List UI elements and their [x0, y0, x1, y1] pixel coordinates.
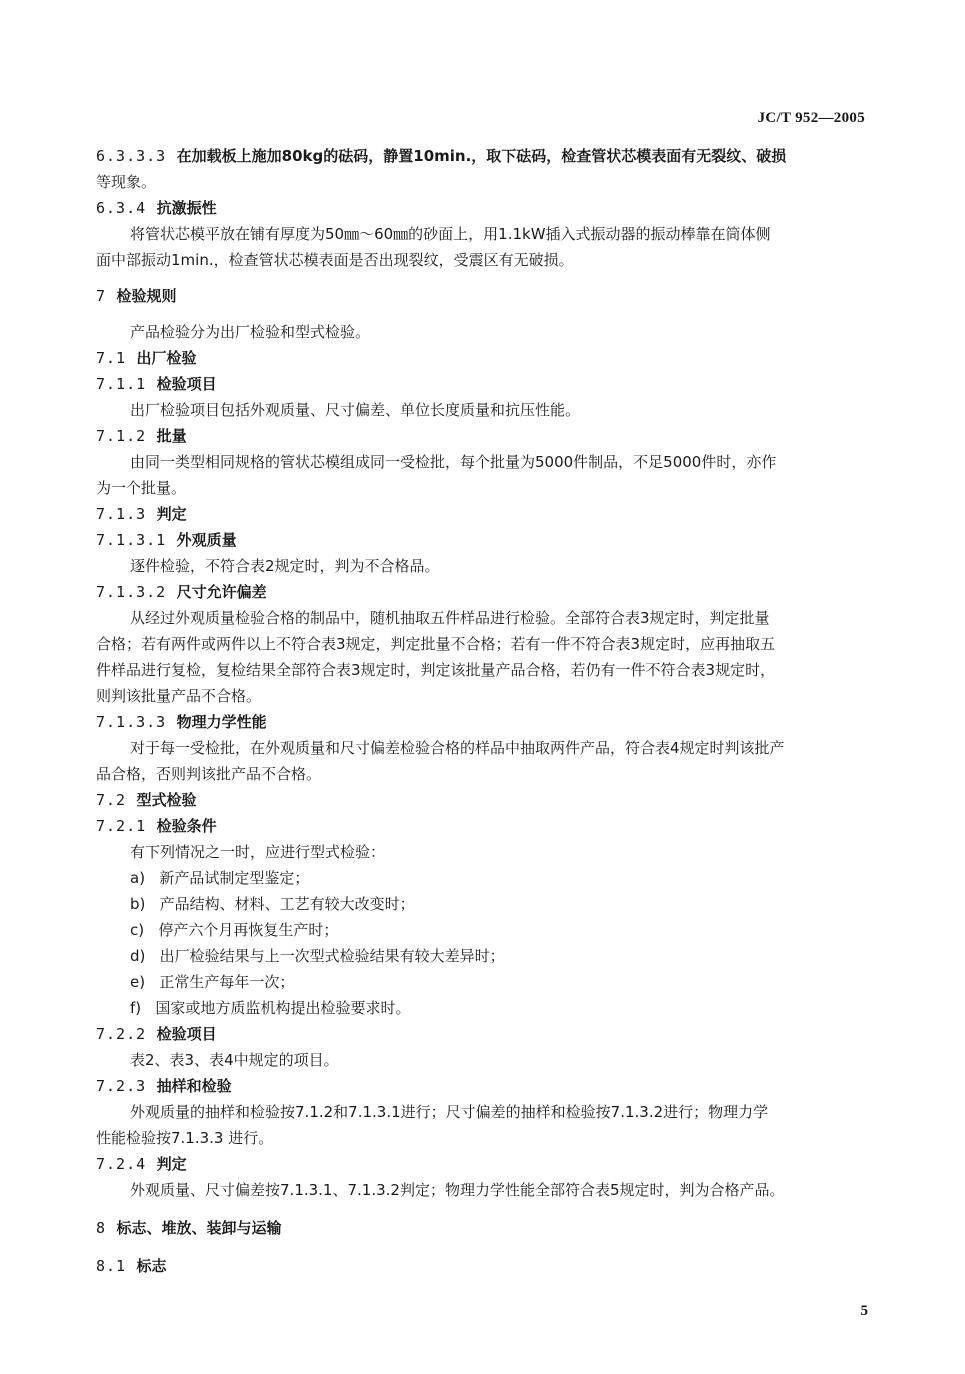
section-title: 抽样和检验 — [146, 1077, 232, 1095]
section-title: 外观质量 — [166, 531, 237, 549]
paragraph-line: 面中部振动1min.，检查管状芯模表面是否出现裂纹，受震区有无破损。 — [96, 251, 574, 269]
section-heading — [96, 527, 868, 553]
section-title: 尺寸允许偏差 — [166, 583, 267, 601]
paragraph-line: 等现象。 — [96, 173, 157, 191]
paragraph-line: 将管状芯模平放在铺有厚度为50㎜～60㎜的砂面上，用1.1kW插入式振动器的振动棒靠在筒体侧 — [130, 225, 771, 243]
section-heading — [96, 1021, 868, 1047]
section-number: 6.3.4 — [96, 199, 147, 217]
paragraph-line: 产品检验分为出厂检验和型式检验。 — [130, 323, 371, 341]
list-item: b) 产品结构、材料、工艺有较大改变时； — [130, 895, 415, 913]
section-heading — [96, 283, 868, 309]
section-title: 标志 — [126, 1257, 167, 1275]
section-heading — [96, 345, 868, 371]
paragraph-line: 表2、表3、表4中规定的项目。 — [130, 1051, 339, 1069]
paragraph-line: 件样品进行复检，复检结果全部符合表3规定时，判定该批量产品合格，若仍有一件不符合表3规定时， — [96, 661, 776, 679]
section-heading — [96, 1215, 868, 1241]
section-title: 判定 — [146, 505, 187, 523]
section-title: 在加载板上施加80kg的砝码，静置10min.，取下砝码，检查管状芯模表面有无裂纹、破损 — [166, 147, 787, 165]
section-title: 抗激振性 — [146, 199, 217, 217]
section-title: 出厂检验 — [126, 349, 197, 367]
section-number: 7.1 — [96, 349, 127, 367]
section-number: 8 — [96, 1219, 107, 1237]
section-number: 7.2 — [96, 791, 127, 809]
section-number: 7 — [96, 287, 107, 305]
section-number: 7.2.3 — [96, 1077, 147, 1095]
paragraph-line: 外观质量的抽样和检验按7.1.2和7.1.3.1进行；尺寸偏差的抽样和检验按7.1.3.2进行；物理力学 — [130, 1103, 769, 1121]
paragraph-line: 外观质量、尺寸偏差按7.1.3.1、7.1.3.2判定；物理力学性能全部符合表5规定时，判为合格产品。 — [130, 1181, 785, 1199]
paragraph-line: 性能检验按7.1.3.3 进行。 — [96, 1129, 274, 1147]
section-title: 检验条件 — [146, 817, 217, 835]
section-title: 物理力学性能 — [166, 713, 267, 731]
paragraph-line: 由同一类型相同规格的管状芯模组成同一受检批，每个批量为5000件制品，不足5000件时，亦作 — [130, 453, 777, 471]
paragraph-line: 出厂检验项目包括外观质量、尺寸偏差、单位长度质量和抗压性能。 — [130, 401, 581, 419]
section-heading — [96, 813, 868, 839]
section-number: 7.1.2 — [96, 427, 147, 445]
section-title: 判定 — [146, 1155, 187, 1173]
paragraph-line: 合格；若有两件或两件以上不符合表3规定，判定批量不合格；若有一件不符合表3规定时，应再抽取五 — [96, 635, 776, 653]
section-number: 6.3.3.3 — [96, 147, 167, 165]
section-number: 7.1.3.3 — [96, 713, 167, 731]
section-number: 7.1.3 — [96, 505, 147, 523]
paragraph-line: 从经过外观质量检验合格的制品中，随机抽取五件样品进行检验。全部符合表3规定时，判定批量 — [130, 609, 770, 627]
paragraph-line: 对于每一受检批，在外观质量和尺寸偏差检验合格的样品中抽取两件产品，符合表4规定时判该批产 — [130, 739, 785, 757]
paragraph-line: 逐件检验，不符合表2规定时，判为不合格品。 — [130, 557, 440, 575]
standard-code-header: JC/T 952—2005 — [757, 110, 865, 126]
section-number: 7.2.2 — [96, 1025, 147, 1043]
section-heading — [96, 1073, 868, 1099]
section-heading — [96, 579, 868, 605]
section-number: 7.1.1 — [96, 375, 147, 393]
document-body — [96, 143, 868, 1279]
section-heading — [96, 143, 868, 169]
section-number: 8.1 — [96, 1257, 127, 1275]
section-heading — [96, 501, 868, 527]
section-title: 检验项目 — [146, 375, 217, 393]
paragraph-line: 品合格，否则判该批产品不合格。 — [96, 765, 322, 783]
list-item: f) 国家或地方质监机构提出检验要求时。 — [130, 999, 411, 1017]
list-item: d) 出厂检验结果与上一次型式检验结果有较大差异时； — [130, 947, 505, 965]
list-item: c) 停产六个月再恢复生产时； — [130, 921, 339, 939]
section-title: 型式检验 — [126, 791, 197, 809]
section-heading — [96, 423, 868, 449]
section-heading — [96, 371, 868, 397]
section-title: 检验规则 — [106, 287, 177, 305]
list-item: e) 正常生产每年一次； — [130, 973, 295, 991]
paragraph-line: 为一个批量。 — [96, 479, 187, 497]
paragraph-line: 则判该批量产品不合格。 — [96, 687, 262, 705]
section-heading — [96, 195, 868, 221]
page-number: 5 — [860, 1303, 868, 1319]
section-title: 批量 — [146, 427, 187, 445]
list-item: a) 新产品试制定型鉴定； — [130, 869, 310, 887]
section-number: 7.1.3.2 — [96, 583, 167, 601]
section-title: 检验项目 — [146, 1025, 217, 1043]
section-number: 7.1.3.1 — [96, 531, 167, 549]
section-number: 7.2.4 — [96, 1155, 147, 1173]
paragraph-line: 有下列情况之一时，应进行型式检验： — [130, 843, 386, 861]
section-heading — [96, 1253, 868, 1279]
section-heading — [96, 709, 868, 735]
section-number: 7.2.1 — [96, 817, 147, 835]
section-title: 标志、堆放、装卸与运输 — [106, 1219, 282, 1237]
section-heading — [96, 1151, 868, 1177]
section-heading — [96, 787, 868, 813]
